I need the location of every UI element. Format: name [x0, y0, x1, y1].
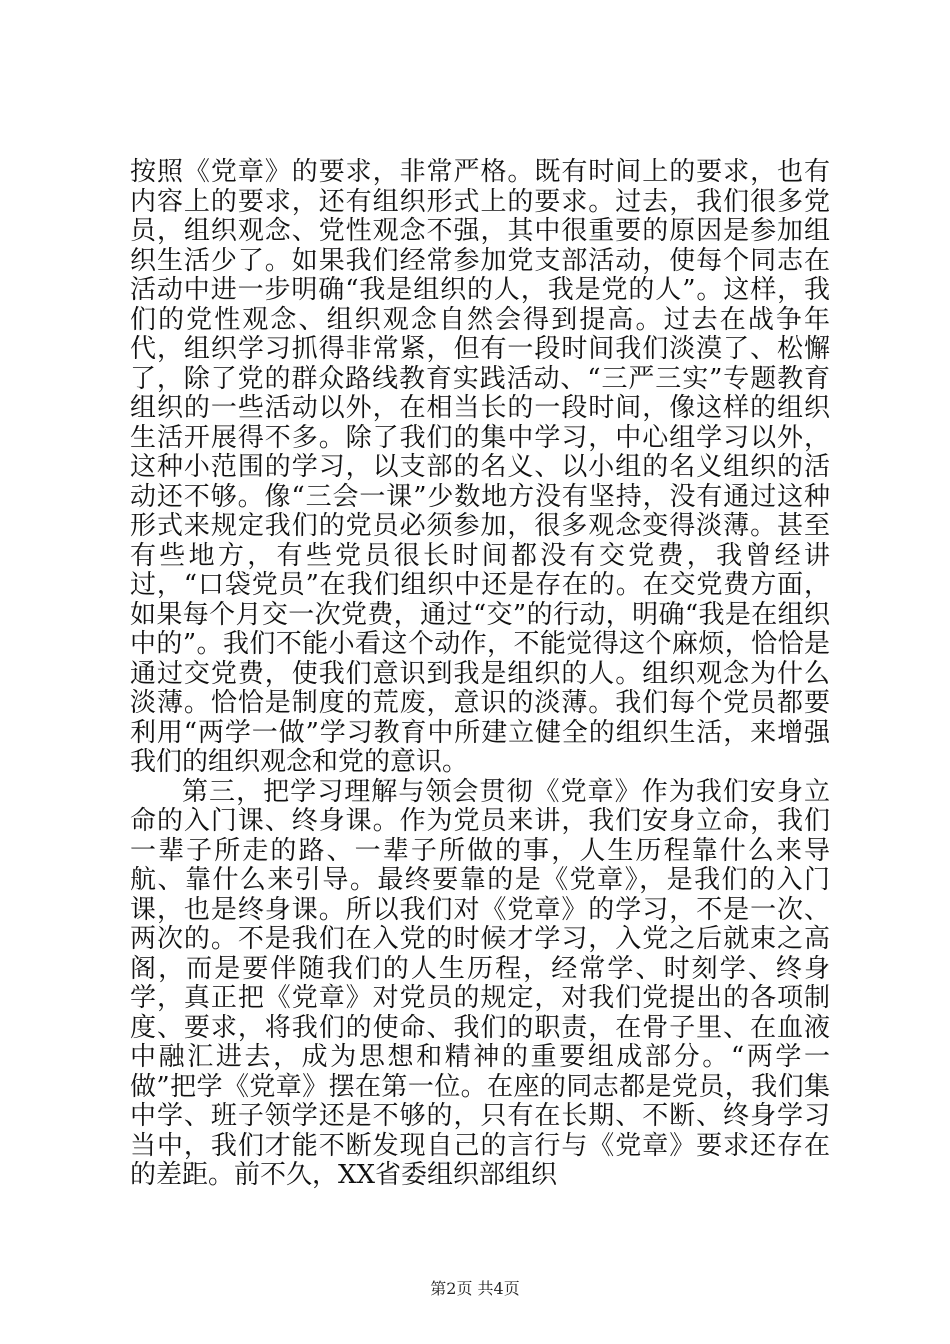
page-footer: 第2页 共4页	[430, 1279, 520, 1298]
paragraph-third-point: 第三，把学习理解与领会贯彻《党章》作为我们安身立命的入门课、终身课。作为党员来讲，我们安身立命，我们一辈子所走的路、一辈子所做的事，人生历程靠什么来导航、靠什么来引导。最终要靠的是《党章》，是我们的入门课，也是终身课。所以我们对《党章》的学习，不是一次、两次的。不是我们在入党的时候才学习，入党之后就束之高阁，而是要伴随我们的人生历程，经常学、时刻学、终身学，真正把《党章》对党员的规定，对我们党提出的各项制度、要求，将我们的使命、我们的职责，在骨子里、在血液中融汇进去，成为思想和精神的重要组成部分。“两学一做”把学《党章》摆在第一位。在座的同志都是党员，我们集中学、班子领学还是不够的，只有在长期、不断、终身学习当中，我们才能不断发现自己的言行与《党章》要求还存在的差距。前不久，XX省委组织部组织	[130, 776, 830, 1190]
document-body	[130, 158, 830, 1191]
paragraph-continuation: 按照《党章》的要求，非常严格。既有时间上的要求，也有内容上的要求，还有组织形式上的要求。过去，我们很多党员，组织观念、党性观念不强，其中很重要的原因是参加组织生活少了。如果我们经常参加党支部活动，使每个同志在活动中进一步明确“我是组织的人，我是党的人”。这样，我们的党性观念、组织观念自然会得到提高。过去在战争年代，组织学习抓得非常紧，但有一段时间我们淡漠了、松懈了，除了党的群众路线教育实践活动、“三严三实”专题教育组织的一些活动以外，在相当长的一段时间，像这样的组织生活开展得不多。除了我们的集中学习，中心组学习以外，这种小范围的学习，以支部的名义、以小组的名义组织的活动还不够。像“三会一课”少数地方没有坚持，没有通过这种形式来规定我们的党员必须参加，很多观念变得淡薄。甚至有些地方，有些党员很长时间都没有交党费，我曾经讲过，“口袋党员”在我们组织中还是存在的。在交党费方面，如果每个月交一次党费，通过“交”的行动，明确“我是在组织中的”。我们不能小看这个动作，不能觉得这个麻烦，恰恰是通过交党费，使我们意识到我是组织的人。组织观念为什么淡薄。恰恰是制度的荒废，意识的淡薄。我们每个党员都要利用“两学一做”学习教育中所建立健全的组织生活，来增强我们的组织观念和党的意识。	[130, 157, 830, 777]
